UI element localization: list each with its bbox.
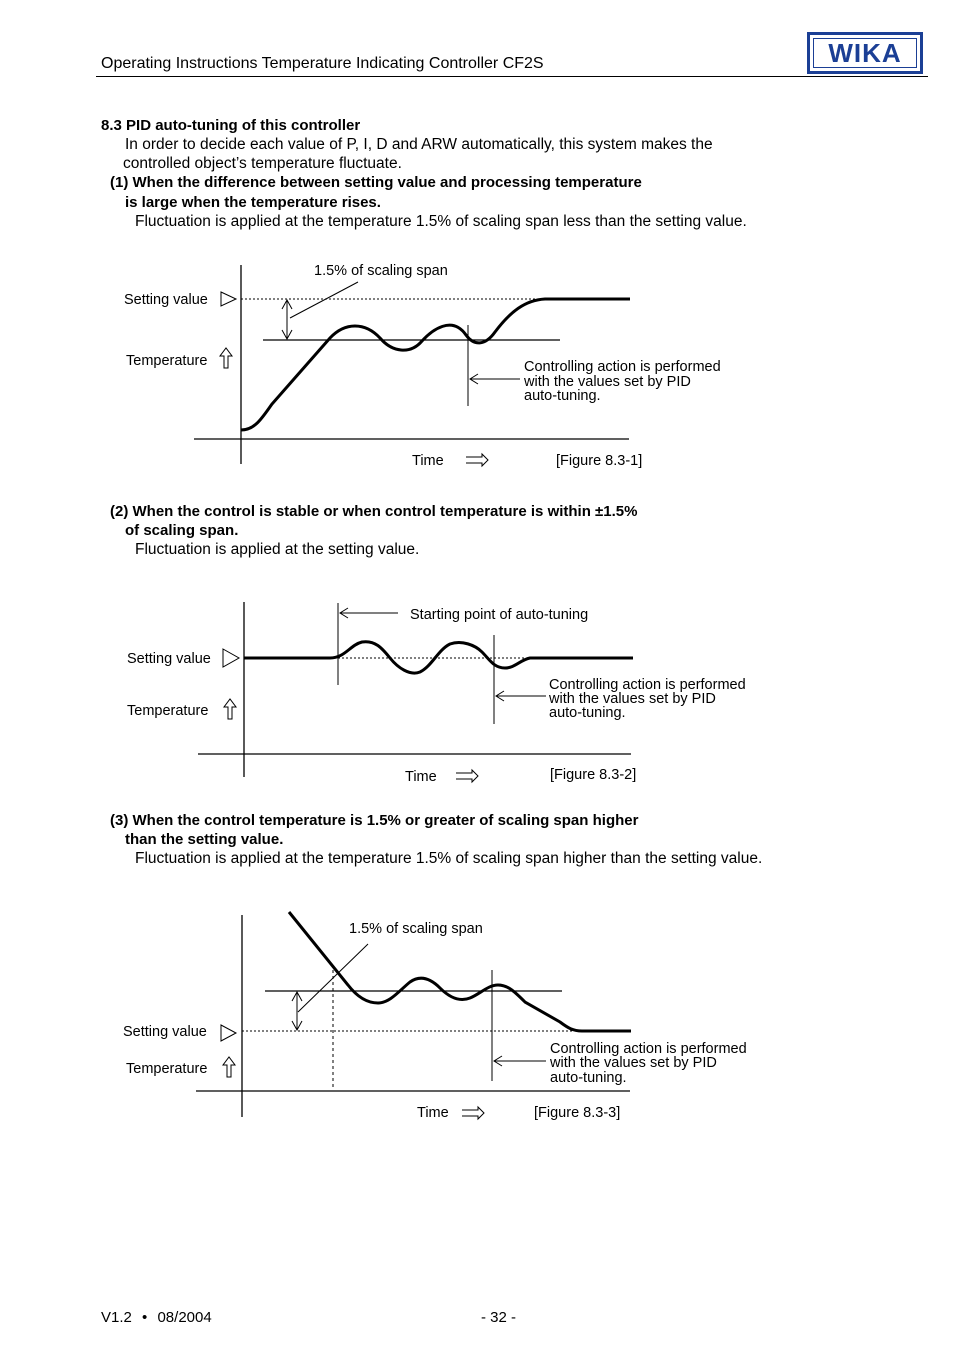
fig1-setting-value-icon (221, 292, 236, 306)
document-title: Operating Instructions Temperature Indicating Controller CF2S (101, 55, 544, 72)
fig3-setting-value-icon (221, 1025, 236, 1041)
fig3-setting-value-label: Setting value (123, 1024, 207, 1040)
case3-heading-line2: than the setting value. (125, 831, 284, 848)
figure-8-3-1 (0, 250, 954, 480)
fig2-temperature-up-icon (224, 699, 236, 719)
fig2-temperature-label: Temperature (127, 703, 209, 719)
case1-heading-line2: is large when the temperature rises. (125, 194, 381, 211)
fig1-temperature-up-icon (220, 348, 232, 368)
case1-heading-line1: (1) When the difference between setting value and processing temperature (110, 174, 642, 191)
case1-body: Fluctuation is applied at the temperature 1.5% of scaling span less than the setting value. (135, 213, 747, 230)
wika-logo (807, 32, 923, 74)
fig3-time-right-icon (462, 1107, 484, 1119)
fig1-control-note-line3: auto-tuning. (524, 388, 601, 404)
fig1-control-note-line2: with the values set by PID (524, 374, 691, 390)
case2-heading-line2: of scaling span. (125, 522, 239, 539)
fig2-temperature-curve (244, 642, 633, 673)
section-intro-line2: controlled object’s temperature fluctuate. (123, 155, 402, 172)
fig2-setting-value-icon (223, 649, 239, 667)
fig2-control-note-line2: with the values set by PID (549, 691, 716, 707)
footer-version-number: V1.2 (101, 1309, 132, 1326)
fig3-control-note-line1: Controlling action is performed (550, 1041, 747, 1057)
fig2-start-label: Starting point of auto-tuning (410, 607, 589, 623)
case3-heading-line1: (3) When the control temperature is 1.5% or greater of scaling span higher (110, 812, 639, 829)
section-heading: 8.3 PID auto-tuning of this controller (101, 117, 361, 134)
footer-version (101, 1309, 212, 1326)
case3-body: Fluctuation is applied at the temperature 1.5% of scaling span higher than the setting value. (135, 850, 763, 867)
fig1-temperature-label: Temperature (126, 353, 208, 369)
footer-separator: • (142, 1309, 148, 1326)
fig3-caption: [Figure 8.3-3] (534, 1105, 621, 1121)
case2-heading-line1: (2) When the control is stable or when control temperature is within ±1.5% (110, 503, 638, 520)
fig2-time-label: Time (405, 769, 437, 785)
fig3-time-label: Time (417, 1105, 449, 1121)
footer-date: 08/2004 (157, 1309, 212, 1326)
fig1-time-right-icon (466, 454, 488, 466)
fig3-span-label: 1.5% of scaling span (349, 921, 483, 937)
fig1-time-label: Time (412, 453, 444, 469)
fig3-control-note-line3: auto-tuning. (550, 1070, 627, 1086)
fig2-control-note-line3: auto-tuning. (549, 705, 626, 721)
figure-8-3-2 (0, 595, 954, 790)
case2-body: Fluctuation is applied at the setting value. (135, 541, 420, 558)
fig1-span-label: 1.5% of scaling span (314, 263, 448, 279)
fig2-control-note-line1: Controlling action is performed (549, 677, 746, 693)
fig3-control-note-line2: with the values set by PID (550, 1055, 717, 1071)
fig1-span-leader (290, 282, 358, 318)
fig1-caption: [Figure 8.3-1] (556, 453, 643, 469)
fig3-temperature-label: Temperature (126, 1061, 208, 1077)
fig2-caption: [Figure 8.3-2] (550, 767, 637, 783)
fig1-control-note-line1: Controlling action is performed (524, 359, 721, 375)
wika-logo-text: WIKA (813, 38, 917, 68)
fig1-setting-value-label: Setting value (124, 292, 208, 308)
fig2-setting-value-label: Setting value (127, 651, 211, 667)
header-divider (96, 76, 928, 77)
page-number: - 32 - (481, 1309, 517, 1326)
section-intro-line1: In order to decide each value of P, I, D and ARW automatically, this system makes the (125, 136, 713, 153)
fig2-time-right-icon (456, 770, 478, 782)
fig3-temperature-up-icon (223, 1057, 235, 1077)
figure-8-3-3 (0, 905, 954, 1130)
